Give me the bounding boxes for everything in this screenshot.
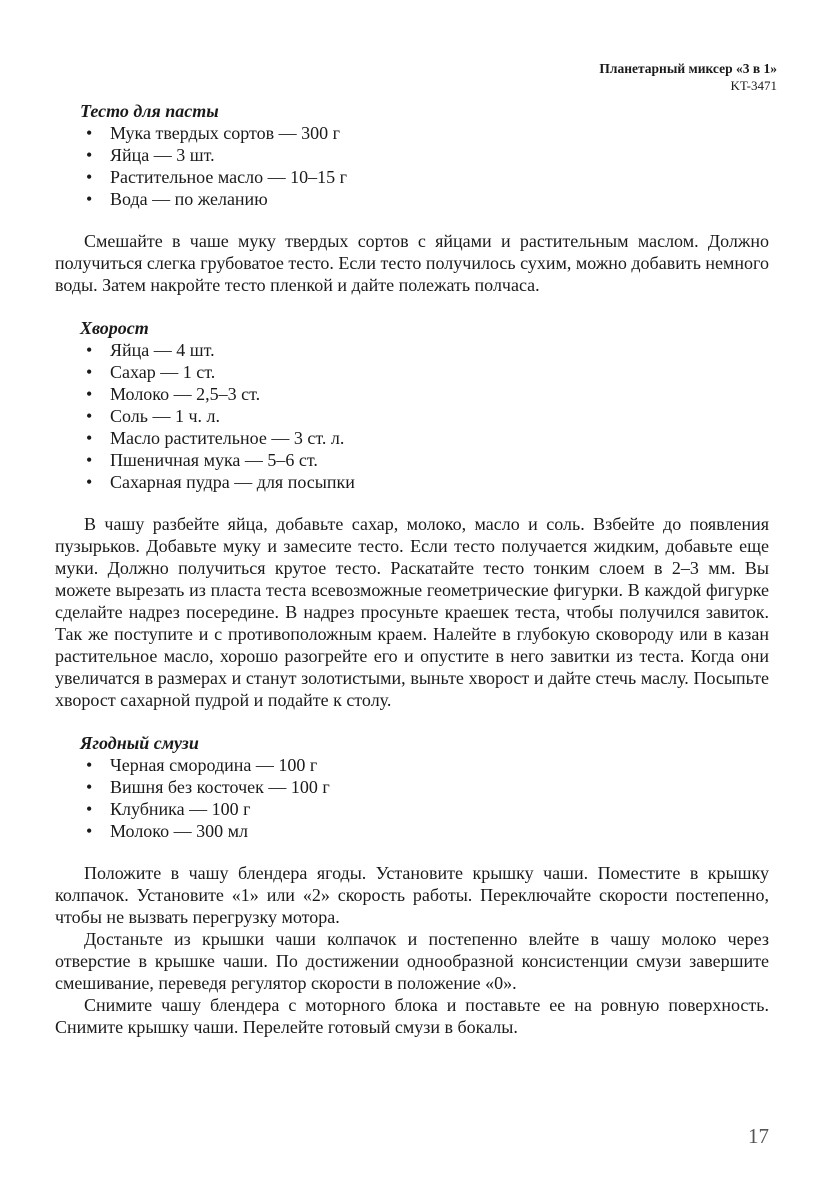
recipe-pasta-dough [55, 100, 769, 296]
ingredient-item [55, 427, 769, 449]
bullet-icon: • [86, 777, 93, 797]
page-number: 17 [748, 1124, 769, 1148]
ingredient-text: Яйца — 3 шт. [110, 145, 215, 165]
ingredient-item [55, 188, 769, 210]
ingredient-list [55, 754, 769, 842]
recipe-title: Ягодный смузи [80, 733, 199, 753]
recipe-title: Хворост [80, 318, 149, 338]
ingredient-list [55, 339, 769, 493]
bullet-icon: • [86, 472, 93, 492]
bullet-icon: • [86, 428, 93, 448]
ingredient-item [55, 361, 769, 383]
bullet-icon: • [86, 406, 93, 426]
ingredient-list [55, 122, 769, 210]
recipe-instructions: Положите в чашу блендера ягоды. Установите крышку чаши. Поместите в крышку колпачок. Установите «1» или «2» скорость работы. Переключайте скорости постепенно, чтобы не вызвать перегрузку мотора. [55, 863, 769, 927]
bullet-icon: • [86, 123, 93, 143]
ingredient-item [55, 471, 769, 493]
ingredient-text: Сахарная пудра — для посыпки [110, 472, 355, 492]
ingredient-text: Яйца — 4 шт. [110, 340, 215, 360]
recipe-instructions: Смешайте в чаше муку твердых сортов с яйцами и растительным маслом. Должно получиться слегка грубоватое тесто. Если тесто получилось сухим, можно добавить немного воды. Затем накройте тесто пленкой и дайте полежать полчаса. [55, 231, 769, 295]
ingredient-item [55, 405, 769, 427]
recipe-khvorost [55, 317, 769, 711]
recipe-title: Тесто для пасты [80, 101, 219, 121]
ingredient-text: Пшеничная мука — 5–6 ст. [110, 450, 318, 470]
bullet-icon: • [86, 384, 93, 404]
ingredient-text: Черная смородина — 100 г [110, 755, 318, 775]
ingredient-text: Вода — по желанию [110, 189, 268, 209]
ingredient-item [55, 798, 769, 820]
bullet-icon: • [86, 189, 93, 209]
ingredient-text: Сахар — 1 ст. [110, 362, 216, 382]
bullet-icon: • [86, 450, 93, 470]
bullet-icon: • [86, 799, 93, 819]
bullet-icon: • [86, 145, 93, 165]
ingredient-text: Растительное масло — 10–15 г [110, 167, 347, 187]
bullet-icon: • [86, 340, 93, 360]
bullet-icon: • [86, 755, 93, 775]
page-content [55, 100, 769, 1038]
ingredient-text: Вишня без косточек — 100 г [110, 777, 330, 797]
bullet-icon: • [86, 362, 93, 382]
ingredient-text: Соль — 1 ч. л. [110, 406, 220, 426]
ingredient-item [55, 383, 769, 405]
header-title: Планетарный миксер «3 в 1» [599, 61, 777, 76]
bullet-icon: • [86, 167, 93, 187]
bullet-icon: • [86, 821, 93, 841]
recipe-instructions: Достаньте из крышки чаши колпачок и постепенно влейте в чашу молоко через отверстие в крышке чаши. По достижении однообразной консистенции смузи завершите смешивание, переведя регулятор скорости в положение «0». [55, 929, 769, 993]
ingredient-item [55, 166, 769, 188]
ingredient-item [55, 754, 769, 776]
ingredient-text: Клубника — 100 г [110, 799, 251, 819]
recipe-instructions: В чашу разбейте яйца, добавьте сахар, молоко, масло и соль. Взбейте до появления пузырьков. Добавьте муку и замесите тесто. Если тесто получается жидким, добавьте еще муки. Должно получиться крутое тесто. Раскатайте тесто тонким слоем в 2–3 мм. Вы можете вырезать из пласта теста всевозможные геометрические фигурки. В каждой фигурке сделайте надрез посередине. В надрез просуньте краешек теста, чтобы получился завиток. Так же поступите и с противоположным краем. Налейте в глубокую сковороду или в казан растительное масло, хорошо разогрейте его и опустите в него завитки из теста. Когда они увеличатся в размерах и станут золотистыми, выньте хворост и дайте стечь маслу. Посыпьте хворост сахарной пудрой и подайте к столу. [55, 514, 769, 710]
ingredient-text: Молоко — 300 мл [110, 821, 249, 841]
ingredient-item [55, 820, 769, 842]
ingredient-item [55, 449, 769, 471]
ingredient-item [55, 776, 769, 798]
ingredient-text: Мука твердых сортов — 300 г [110, 123, 341, 143]
ingredient-item [55, 144, 769, 166]
ingredient-text: Масло растительное — 3 ст. л. [110, 428, 345, 448]
recipe-instructions: Снимите чашу блендера с моторного блока и поставьте ее на ровную поверхность. Снимите крышку чаши. Перелейте готовый смузи в бокалы. [55, 995, 769, 1037]
ingredient-text: Молоко — 2,5–3 ст. [110, 384, 261, 404]
ingredient-item [55, 339, 769, 361]
ingredient-item [55, 122, 769, 144]
recipe-berry-smoothie [55, 732, 769, 1038]
running-header [599, 60, 777, 94]
header-model: KT-3471 [730, 78, 777, 93]
